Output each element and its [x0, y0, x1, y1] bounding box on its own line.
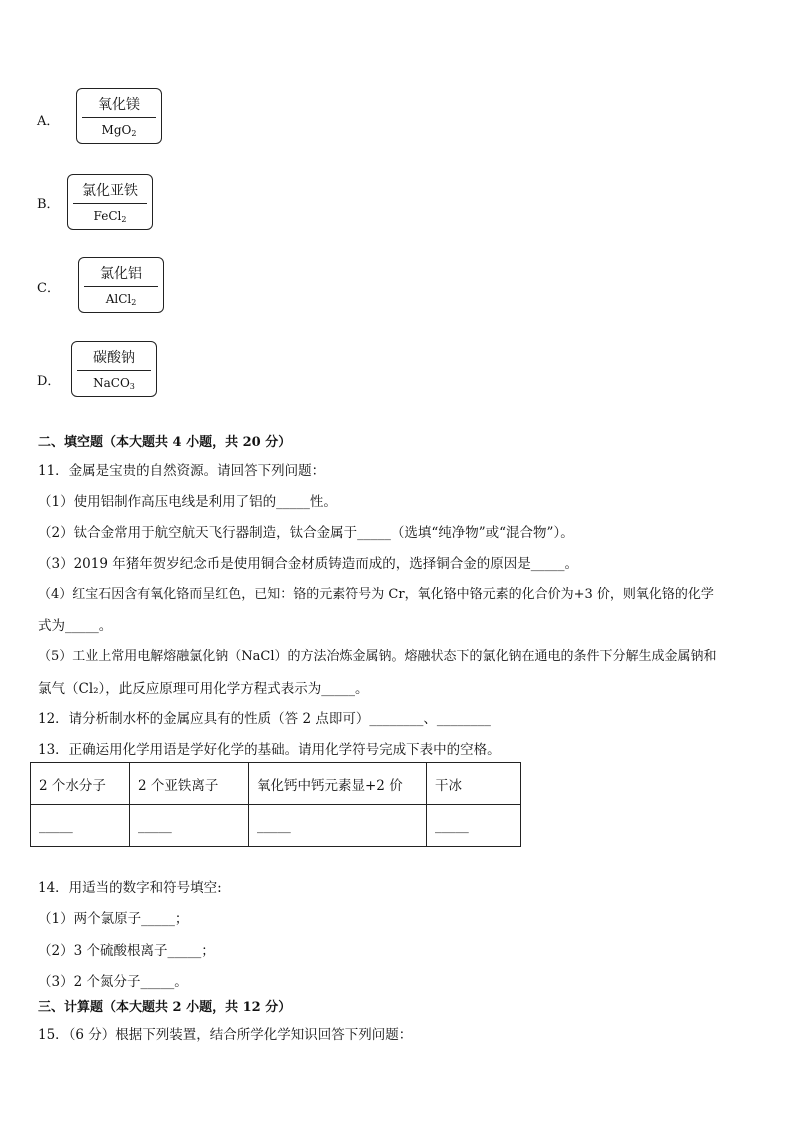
card-divider [82, 117, 156, 118]
table-answer-row [31, 805, 521, 847]
card-divider [77, 370, 151, 371]
option-name-d: 碳酸钠 [93, 350, 135, 366]
q14-stem: 14．用适当的数字和符号填空: [38, 880, 222, 896]
table-header-row [31, 763, 521, 805]
option-name-a: 氧化镁 [98, 97, 140, 113]
q13-stem: 13．正确运用化学用语是学好化学的基础。请用化学符号完成下表中的空格。 [38, 742, 501, 758]
option-letter-c: C． [37, 281, 60, 296]
option-formula-c: AlCl$_2$ [105, 292, 137, 307]
option-card-a[interactable] [76, 88, 162, 144]
option-card-b[interactable] [67, 174, 153, 230]
q11-part-2: （2）钛合金常用于航空航天飞行器制造，钛合金属于_____（选填“纯净物”或“混合物”）。 [38, 525, 574, 541]
q11-part-5b: 氯气（Cl₂），此反应原理可用化学方程式表示为_____。 [38, 681, 369, 697]
q11-part-3: （3）2019 年猪年贺岁纪念币是使用铜合金材质铸造而成的，选择铜合金的原因是_____。 [38, 556, 578, 572]
table-header-cell: 氧化钙中钙元素显+2 价 [249, 763, 427, 805]
q11-part-1: （1）使用铝制作高压电线是利用了铝的_____性。 [38, 494, 337, 510]
q11-part-4b: 式为_____。 [38, 618, 113, 634]
answer-blank-3[interactable]: _____ [249, 805, 427, 847]
option-card-d[interactable] [71, 341, 157, 397]
answer-blank-2[interactable]: _____ [130, 805, 249, 847]
option-formula-b: FeCl$_2$ [93, 209, 127, 224]
card-divider [73, 203, 147, 204]
answer-blank-1[interactable]: _____ [31, 805, 130, 847]
q13-table [30, 762, 521, 847]
q14-part-1: （1）两个氯原子_____； [38, 911, 189, 927]
option-letter-a: A． [37, 114, 60, 129]
section-3-header: 三、计算题（本大题共 2 小题，共 12 分） [38, 1000, 292, 1015]
option-formula-d: NaCO$_3$ [93, 376, 135, 391]
q11-part-5a: （5）工业上常用电解熔融氯化钠（NaCl）的方法冶炼金属钠。熔融状态下的氯化钠在通电的条件下分解生成金属钠和 [38, 649, 717, 664]
option-card-c[interactable] [78, 257, 164, 313]
table-header-cell: 干冰 [427, 763, 521, 805]
option-name-b: 氯化亚铁 [82, 183, 138, 199]
option-letter-b: B． [37, 197, 60, 212]
card-divider [84, 286, 158, 287]
q11-part-4a: （4）红宝石因含有氧化铬而呈红色，已知：铬的元素符号为 Cr，氧化铬中铬元素的化合价为+3 价，则氧化铬的化学 [38, 587, 714, 602]
q15-text: 15．（6 分）根据下列装置，结合所学化学知识回答下列问题： [38, 1027, 413, 1043]
q11-stem: 11．金属是宝贵的自然资源。请回答下列问题： [38, 463, 326, 479]
q14-part-2: （2）3 个硫酸根离子_____； [38, 943, 215, 959]
option-name-c: 氯化铝 [100, 266, 142, 282]
option-letter-d: D． [37, 374, 61, 389]
section-2-header: 二、填空题（本大题共 4 小题，共 20 分） [38, 435, 292, 450]
table-header-cell: 2 个亚铁离子 [130, 763, 249, 805]
q14-part-3: （3）2 个氮分子_____。 [38, 974, 188, 990]
q12-text: 12．请分析制水杯的金属应具有的性质（答 2 点即可）________、________ [38, 711, 491, 727]
answer-blank-4[interactable]: _____ [427, 805, 521, 847]
table-header-cell: 2 个水分子 [31, 763, 130, 805]
option-formula-a: MgO$_2$ [101, 123, 137, 138]
